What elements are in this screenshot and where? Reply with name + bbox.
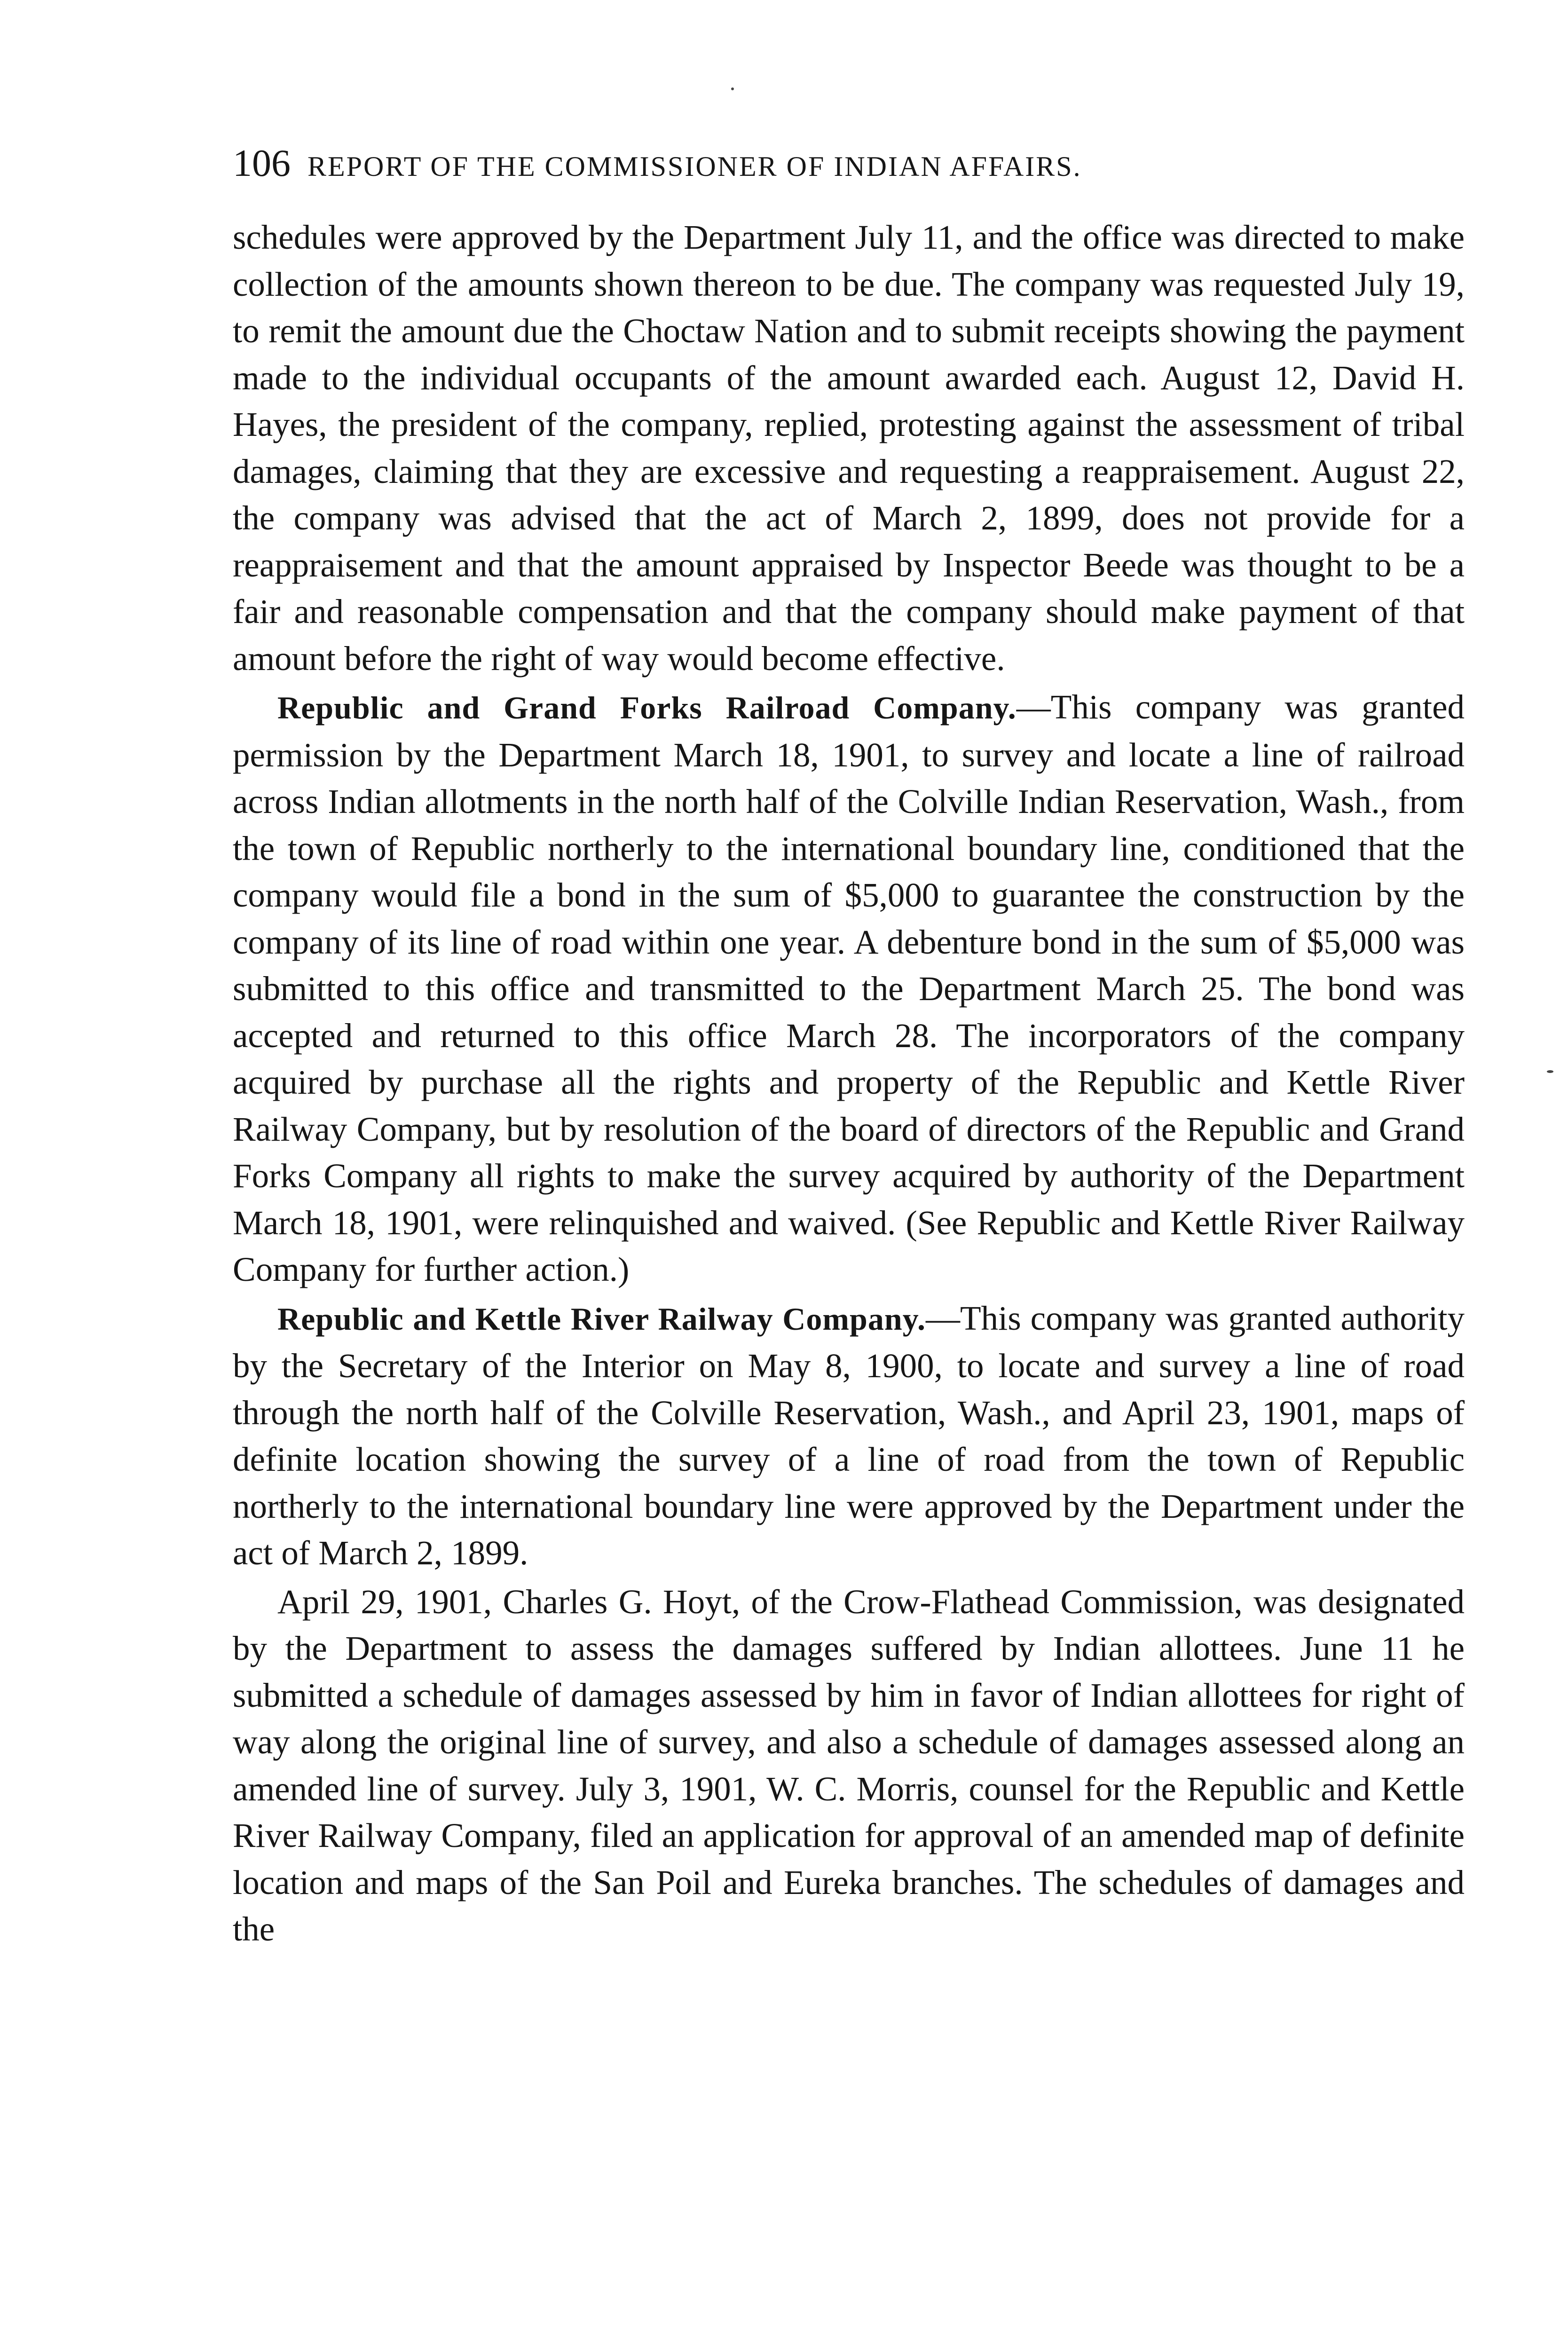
paragraph-hoyt-damages (233, 1578, 1465, 1953)
paragraph-republic-kettle-river (233, 1295, 1465, 1577)
paragraph-text: April 29, 1901, Charles G. Hoyt, of the Crow-Flathead Commission, was designated by the Department to assess the damages suffered by Indian allottees. June 11 he submitted a schedule of damages assessed by him in favor of Indian allottees for right of way along the original line of survey, and also a schedule of damages assessed along an amended line of survey. July 3, 1901, W. C. Morris, counsel for the Republic and Kettle River Railway Company, filed an application for approval of an amended map of definite location and maps of the San Poil and Eureka branches. The schedules of damages and the (233, 1582, 1465, 1948)
scan-speck (1547, 1070, 1553, 1073)
body-text (233, 214, 1465, 1953)
paragraph-heading: Republic and Grand Forks Railroad Company. (277, 690, 1016, 726)
page-number: 106 (233, 142, 291, 184)
running-title: REPORT OF THE COMMISSIONER OF INDIAN AFFAIRS. (307, 151, 1082, 182)
paragraph-text: —This company was granted authority by the Secretary of the Interior on May 8, 1900, to locate and survey a line of road through the north half of the Colville Reservation, Wash., and April 23, 1901, maps of definite location showing the survey of a line of road from the town of Republic northerly to the international boundary line were approved by the Department under the act of March 2, 1899. (233, 1299, 1465, 1572)
scan-speck (731, 87, 734, 90)
paragraph-heading: Republic and Kettle River Railway Company. (277, 1301, 926, 1337)
paragraph-text: —This company was granted permission by the Department March 18, 1901, to survey and locate a line of railroad across Indian allotments in the north half of the Colville Indian Reservation, Wash., from the town of Republic northerly to the international boundary line, conditioned that the company would file a bond in the sum of $5,000 to guarantee the construction by the company of its line of road within one year. A debenture bond in the sum of $5,000 was submitted to this office and transmitted to the Department March 25. The bond was accepted and returned to this office March 28. The incorporators of the company acquired by purchase all the rights and property of the Republic and Kettle River Railway Company, but by resolution of the board of directors of the Republic and Grand Forks Company all rights to make the survey acquired by authority of the Department March 18, 1901, were relinquished and waived. (See Republic and Kettle River Railway Company for further action.) (233, 688, 1465, 1288)
paragraph-continued (233, 214, 1465, 682)
paragraph-text: schedules were approved by the Department July 11, and the office was directed to make collection of the amounts shown thereon to be due. The company was requested July 19, to remit the amount due the Choctaw Nation and to submit receipts showing the payment made to the individual occupants of the amount awarded each. August 12, David H. Hayes, the president of the company, replied, protesting against the assessment of tribal damages, claiming that they are excessive and requesting a reappraisement. August 22, the company was advised that the act of March 2, 1899, does not provide for a reappraisement and that the amount appraised by Inspector Beede was thought to be a fair and reasonable compensation and that the company should make payment of that amount before the right of way would become effective. (233, 218, 1465, 678)
running-head (233, 141, 1465, 193)
paragraph-republic-grand-forks (233, 684, 1465, 1293)
